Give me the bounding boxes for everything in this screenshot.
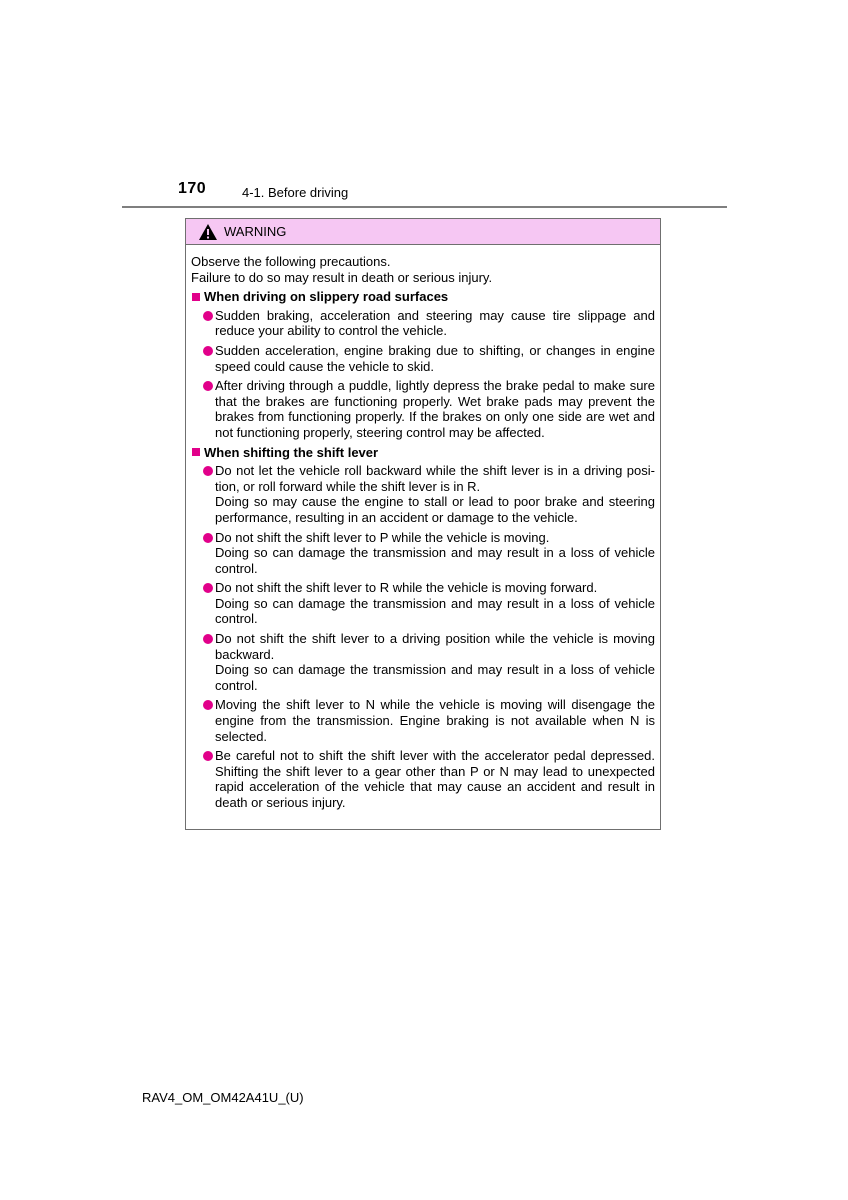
header-divider	[122, 206, 727, 208]
bullet-text: Doing so can damage the transmission and may result in a loss of vehicle control.	[215, 662, 655, 693]
list-item	[191, 463, 655, 525]
bullet-text: Doing so can damage the transmission and may result in a loss of vehicle control.	[215, 545, 655, 576]
list-item	[191, 343, 655, 374]
warning-label: WARNING	[224, 224, 287, 239]
page-header	[0, 0, 848, 210]
subheading-slippery-roads	[191, 289, 655, 305]
circle-bullet-icon	[203, 583, 213, 593]
bullet-list	[191, 308, 655, 441]
bullet-text: Do not let the vehicle roll backward while the shift lever is in a driving position, or roll forward while the shift lever is in R.	[215, 463, 655, 494]
bullet-list	[191, 463, 655, 810]
bullet-text: Be careful not to shift the shift lever with the accelerator pedal depressed. Shifting the shift lever to a gear other than P or N may lead to unexpected rapid acceleration of the vehicle that may cause an accident and result in death or serious injury.	[215, 748, 655, 810]
warning-header	[186, 219, 660, 245]
circle-bullet-icon	[203, 466, 213, 476]
circle-bullet-icon	[203, 634, 213, 644]
circle-bullet-icon	[203, 533, 213, 543]
bullet-text: Do not shift the shift lever to a driving position while the vehicle is moving backward.	[215, 631, 655, 662]
list-item	[191, 580, 655, 627]
warning-triangle-icon	[198, 223, 218, 241]
bullet-text: After driving through a puddle, lightly depress the brake pedal to make sure that the brakes are functioning properly. Wet brake pads may prevent the brakes from functioning properly. If the brakes on only one side are wet and not functioning properly, steering control may be affected.	[215, 378, 655, 440]
circle-bullet-icon	[203, 346, 213, 356]
square-bullet-icon	[192, 448, 200, 456]
bullet-text: Moving the shift lever to N while the vehicle is moving will disengage the engine from the transmission. Engine braking is not available when N is selected.	[215, 697, 655, 744]
document-code: RAV4_OM_OM42A41U_(U)	[142, 1090, 304, 1105]
square-bullet-icon	[192, 293, 200, 301]
bullet-text: Do not shift the shift lever to R while the vehicle is moving forward.	[215, 580, 598, 596]
intro-line: Failure to do so may result in death or serious injury.	[191, 269, 493, 285]
section-title: 4-1. Before driving	[242, 185, 349, 200]
subheading-label: When driving on slippery road surfaces	[204, 289, 449, 305]
bullet-text: Sudden braking, acceleration and steering may cause tire slippage and reduce your ability to control the vehicle.	[215, 307, 655, 339]
list-item	[191, 378, 655, 440]
intro-line: Observe the following precautions.	[191, 254, 391, 269]
list-item	[191, 631, 655, 693]
circle-bullet-icon	[203, 381, 213, 391]
warning-body	[186, 245, 660, 811]
circle-bullet-icon	[203, 700, 213, 710]
list-item	[191, 748, 655, 810]
bullet-text: Sudden acceleration, engine braking due to shifting, or changes in engine speed could cause the vehicle to skid.	[215, 342, 655, 374]
circle-bullet-icon	[203, 311, 213, 321]
bullet-text: Doing so can damage the transmission and may result in a loss of vehicle control.	[215, 595, 655, 627]
bullet-text: Do not shift the shift lever to P while the vehicle is moving.	[215, 529, 550, 545]
circle-bullet-icon	[203, 751, 213, 761]
subheading-label: When shifting the shift lever	[204, 444, 379, 460]
warning-box	[185, 218, 661, 830]
page-number: 170	[178, 180, 207, 197]
bullet-text: Doing so may cause the engine to stall or lead to poor brake and steering performance, resulting in an accident or damage to the vehicle.	[215, 494, 655, 525]
list-item	[191, 530, 655, 577]
list-item	[191, 308, 655, 339]
subheading-shift-lever	[191, 445, 655, 461]
list-item	[191, 697, 655, 744]
